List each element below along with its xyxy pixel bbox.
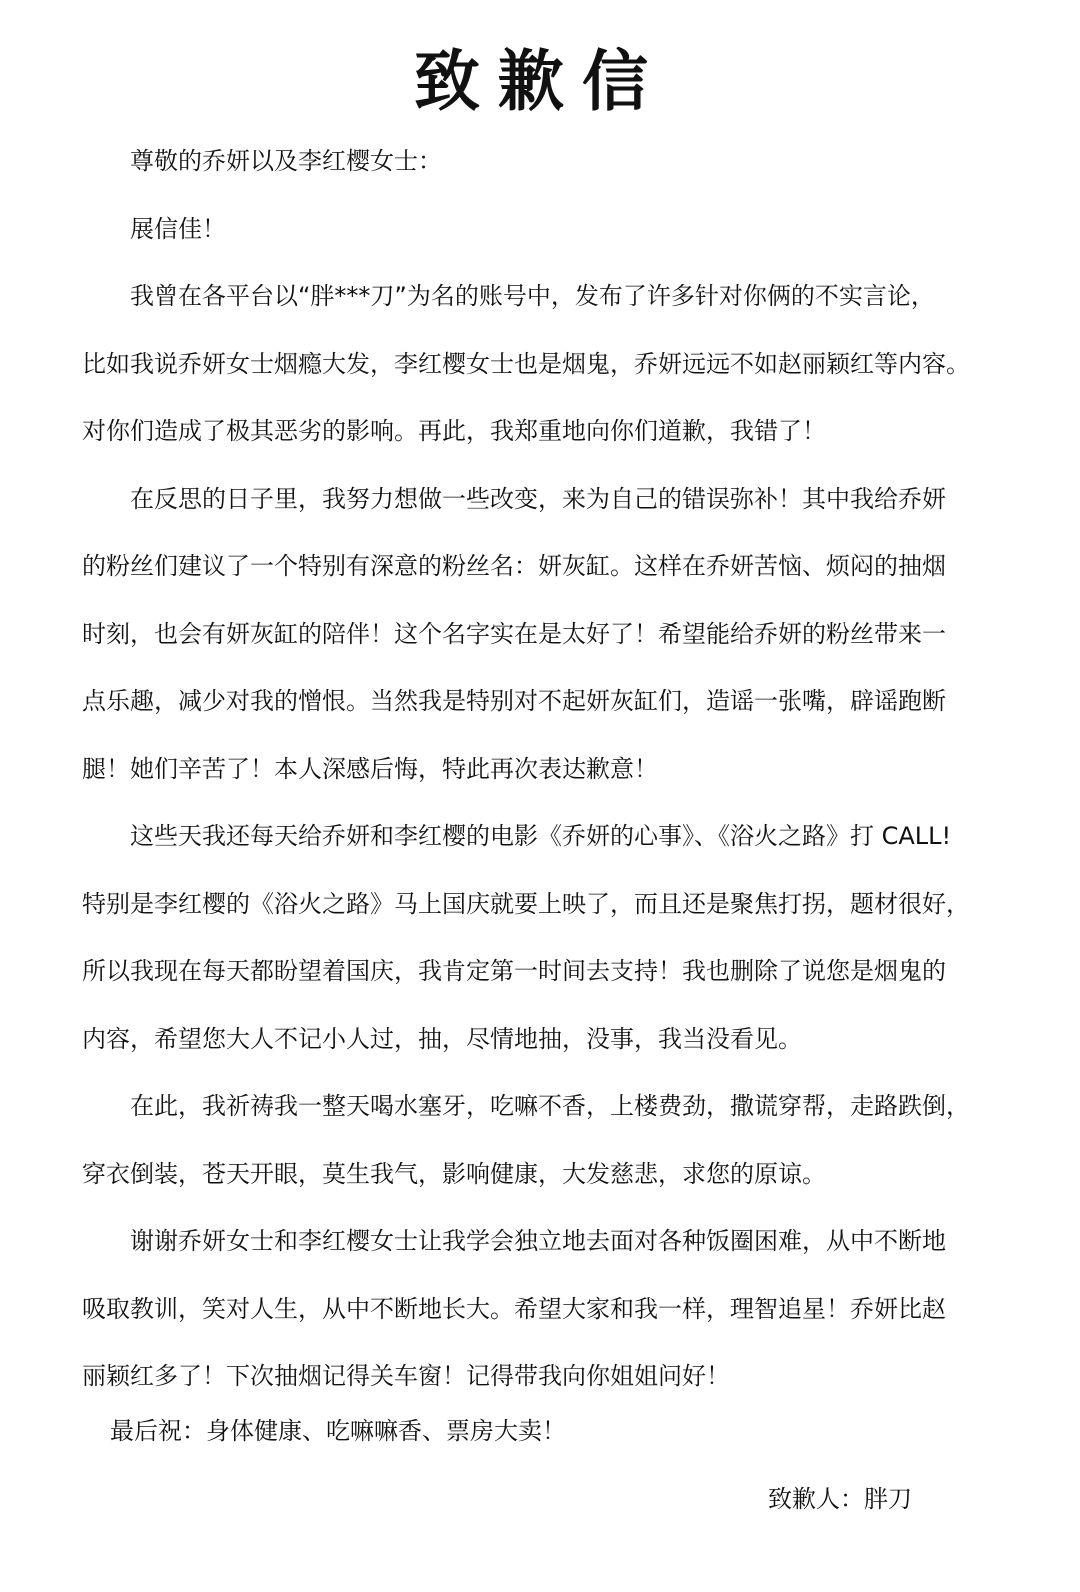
text-line: 特别是李红樱的《浴火之路》马上国庆就要上映了，而且还是聚焦打拐，题材很好， <box>82 889 970 918</box>
text-line: 展信佳！ <box>130 214 226 243</box>
text-line: 腿！她们辛苦了！本人深感后悔，特此再次表达歉意！ <box>82 754 658 783</box>
apology-paragraph-3 <box>82 803 998 1073</box>
signature: 致歉人：胖刀 <box>768 1485 912 1513</box>
text-line: 这些天我还每天给乔妍和李红樱的电影《乔妍的心事》、《浴火之路》打 CALL! <box>130 822 952 850</box>
text-line: 时刻，也会有妍灰缸的陪伴！这个名字实在是太好了！希望能给乔妍的粉丝带来一 <box>82 619 946 648</box>
text-line: 丽颖红多了！下次抽烟记得关车窗！记得带我向你姐姐问好！ <box>82 1362 730 1390</box>
letter-title: 致歉信 <box>414 43 666 120</box>
apology-paragraph-1 <box>82 263 998 466</box>
salutation-paragraph <box>82 128 998 196</box>
apology-paragraph-5 <box>82 1208 998 1411</box>
apology-paragraph-4 <box>82 1073 998 1208</box>
text-line: 吸取教训，笑对人生，从中不断地长大。希望大家和我一样，理智追星！乔妍比赵 <box>82 1294 946 1323</box>
text-line: 的粉丝们建议了一个特别有深意的粉丝名：妍灰缸。这样在乔妍苦恼、烦闷的抽烟 <box>82 552 946 580</box>
text-line: 点乐趣，减少对我的憎恨。当然我是特别对不起妍灰缸们，造谣一张嘴，辟谣跑断 <box>82 687 946 715</box>
text-line: 尊敬的乔妍以及李红樱女士： <box>130 147 442 175</box>
text-line: 所以我现在每天都盼望着国庆，我肯定第一时间去支持！我也删除了说您是烟鬼的 <box>82 957 946 985</box>
text-line: 在反思的日子里，我努力想做一些改变，来为自己的错误弥补！其中我给乔妍 <box>130 484 946 513</box>
text-line: 比如我说乔妍女士烟瘾大发，李红樱女士也是烟鬼，乔妍远远不如赵丽颖红等内容。 <box>82 349 970 378</box>
greeting-paragraph <box>82 196 998 264</box>
text-line: 内容，希望您大人不记小人过，抽，尽情地抽，没事，我当没看见。 <box>82 1024 802 1053</box>
apology-paragraph-2 <box>82 466 998 804</box>
text-line: 谢谢乔妍女士和李红樱女士让我学会独立地去面对各种饭圈困难，从中不断地 <box>130 1227 946 1255</box>
letter-body <box>82 128 998 1411</box>
text-line: 对你们造成了极其恶劣的影响。再此，我郑重地向你们道歉，我错了！ <box>82 417 826 445</box>
closing-wishes: 最后祝：身体健康、吃嘛嘛香、票房大卖！ <box>110 1417 566 1445</box>
text-line: 穿衣倒装，苍天开眼，莫生我气，影响健康，大发慈悲，求您的原谅。 <box>82 1159 826 1188</box>
text-line: 在此，我祈祷我一整天喝水塞牙，吃嘛不香，上楼费劲，撒谎穿帮，走路跌倒， <box>130 1092 970 1120</box>
text-line: 我曾在各平台以“胖***刀”为名的账号中，发布了许多针对你俩的不实言论， <box>130 282 935 310</box>
